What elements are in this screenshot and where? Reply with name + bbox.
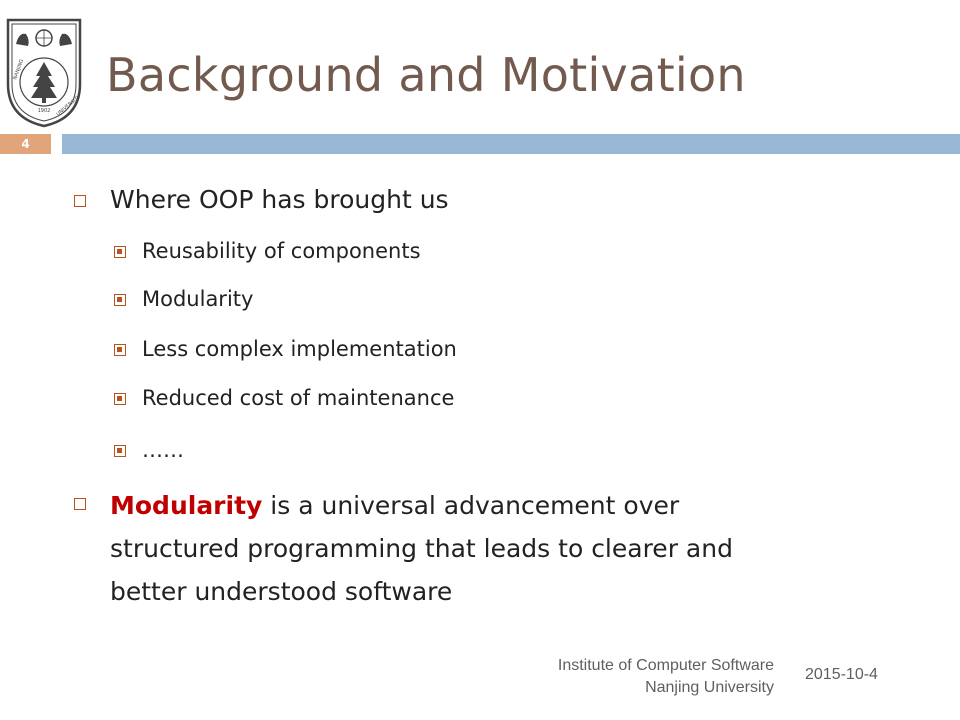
footer-institute [558, 655, 774, 699]
filled-square-bullet-icon [114, 246, 126, 258]
paragraph-line-3: better understood software [110, 577, 453, 606]
bullet-modularity-paragraph [74, 484, 894, 613]
hollow-square-bullet-icon [74, 498, 86, 510]
hollow-square-bullet-icon [74, 195, 86, 207]
slide-title: Background and Motivation [106, 48, 746, 102]
sub-bullet-less-complex [114, 337, 457, 361]
sub-bullet-text: …… [142, 438, 184, 462]
sub-bullet-ellipsis [114, 438, 184, 462]
bullet-where-oop [74, 185, 449, 214]
sub-bullet-text: Less complex implementation [142, 337, 457, 361]
bullet-text: Where OOP has brought us [110, 185, 449, 214]
filled-square-bullet-icon [114, 294, 126, 306]
sub-bullet-text: Reusability of components [142, 239, 421, 263]
footer-institute-line-2: Nanjing University [645, 679, 774, 696]
sub-bullet-reusability [114, 239, 421, 263]
svg-text:1902: 1902 [37, 108, 51, 114]
emphasis-modularity: Modularity [110, 491, 263, 520]
footer-date: 2015-10-4 [805, 666, 878, 683]
footer-institute-line-1: Institute of Computer Software [557, 657, 774, 674]
filled-square-bullet-icon [114, 445, 126, 457]
paragraph-line-1-rest: is a universal advancement over [262, 491, 680, 520]
paragraph-line-2: structured programming that leads to clearer and [110, 534, 733, 563]
sub-bullet-reduced-cost [114, 386, 454, 410]
filled-square-bullet-icon [114, 393, 126, 405]
filled-square-bullet-icon [114, 344, 126, 356]
university-seal-logo [2, 14, 86, 130]
header-accent-bar [62, 134, 960, 154]
paragraph-line-1 [110, 484, 894, 527]
sub-bullet-modularity [114, 287, 253, 311]
svg-text:NANJING: NANJING [12, 58, 26, 81]
sub-bullet-text: Reduced cost of maintenance [142, 386, 455, 410]
sub-bullet-text: Modularity [142, 287, 254, 311]
slide-number: 4 [21, 137, 30, 151]
svg-text:UNIVERSITY: UNIVERSITY [55, 93, 83, 118]
